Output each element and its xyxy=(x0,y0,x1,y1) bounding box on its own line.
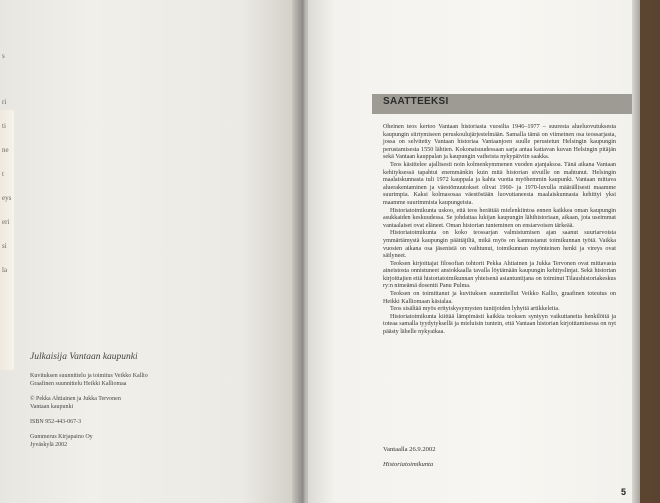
left-page xyxy=(0,0,302,503)
edge-fragment: s xyxy=(2,52,5,60)
edge-fragment: ti xyxy=(2,122,6,130)
paragraph: Historiatoimikunta on koko teossarjan valmistumisen ajan saanut suuriarvoista ymmärtämystä kaupungin päättäjiltä, mikä myös on kannustanut toimikunnan työtä. Vaikka vuosien aikana osa jäsenistä on vaihtunut, toimikunnan myönteinen henki ja vireys ovat säilyneet. xyxy=(383,230,616,260)
place-date: Vantaalla 26.9.2002 xyxy=(383,446,436,453)
paragraph: Teos käsittelee ajallisesti noin kolmenkymmenen vuoden ajanjaksoa. Tänä aikana Vantaan kehityksessä tapahtui enemmänkin kuin mitä historian sivuille on mahtunut. Helsingin maalaiskunnasta tuli 1972 kauppala ja kahta vuotta myöhemmin kaupunki. Vantaan mittava aluerakentaminen ja väestömuutokset olivat 1960- ja 1970-luvulla määrällisesti maamme suurimpia. Kaksi kolmasosaa väestöstään luovuttaneesta maalaiskunnasta kehittyi yksi maamme suurimmista kaupungeista. xyxy=(383,161,616,206)
publisher-title: Julkaisija Vantaan kaupunki xyxy=(30,352,138,362)
edge-fragment: si xyxy=(2,242,7,250)
foreword-text xyxy=(383,124,616,337)
section-heading: SAATTEEKSI xyxy=(383,96,449,107)
signature: Historiatoimikunta xyxy=(383,461,434,468)
edge-fragment: ri xyxy=(2,98,7,106)
paragraph: Teos sisältää myös erityiskysymysten tuntijoiden lyhyitä artikkeleita. xyxy=(390,306,560,313)
paragraph: Teoksen kirjoittajat filosofian tohtorit Pekka Ahtiainen ja Jukka Tervonen ovat mittavasta aineistosta onnistuneet ansiokkaalla tavalla löytämään kaupungin kehityslinjat. Sekä historian kirjoittajien että historiatoimikunnan yhteisenä asiantuntijana on toiminut Tilaushistoriakeskus ry:n nimeämä dosentti Panu Pulma. xyxy=(383,260,616,290)
colophon xyxy=(30,352,260,449)
edge-fragment: eri xyxy=(2,218,10,226)
edge-fragment: ne xyxy=(2,146,9,154)
colophon-line: Gummerus Kirjapaino Oy xyxy=(30,434,93,440)
edge-fragment: eys xyxy=(2,194,12,202)
paragraph: Oheinen teos kertoo Vantaan historiasta vuosilta 1946–1977 – suuresta alueluovutuksesta kaupungin siirtymiseen peruskoulujärjestelmään. Samalla tämä on viimeinen osa teossarjasta, jossa on selvitetty Vantaan historiaa Vantaanjoen suulle perustetun Helsingin kaupungin perustamisesta 1550 lähtien. Kokonaisuudessaan sarja antaa kattavan kuvan Helsingin pitäjän sekä Vantaan kauppalan ja kaupungin vaiheista nykypäiviin saakka. xyxy=(383,124,616,161)
colophon-line: Kuvituksen suunnittelu ja toimitus Veikko Kallio xyxy=(30,373,148,379)
colophon-line: Vantaan kaupunki xyxy=(30,404,74,410)
paragraph: Historiatoimikunta uskoo, että teos herättää mielenkiintoa ennen kaikkea oman kaupungin asukkaiden keskuudessa. Se johdattaa lukijan kaupungin lähihistoriaan, aikaan, jota useimmat vantaalaiset ovat eläneet. Oman historian tunteminen on ensiarvoisen tärkeää. xyxy=(383,207,616,229)
colophon-line: Jyväskylä 2002 xyxy=(30,442,68,448)
page-edge-shadow xyxy=(632,0,640,503)
paragraph: Historiatoimikunta kiittää lämpimästi kaikkia teoksen syntyyn vaikuttaneita henkilöitä ja toteaa samalla tyydytyksellä ja mieluisin tuntein, että Vantaan historian kirjoittamisessa on nyt päästy lähelle nykyaikaa. xyxy=(383,313,616,336)
page-number: 5 xyxy=(621,487,627,497)
edge-fragment: la xyxy=(2,266,8,274)
edge-fragment: t xyxy=(2,170,4,178)
colophon-line: © Pekka Ahtiainen ja Jukka Tervonen xyxy=(30,396,121,402)
isbn: ISBN 952-443-067-3 xyxy=(30,419,82,425)
colophon-line: Graafinen suunnittelu Heikki Kalliomaa xyxy=(30,381,127,387)
paragraph: Teoksen on toimittanut ja kuvituksen suunnitellut Veikko Kallio, graafinen toteutus on Heikki Kalliomaan käsialaa. xyxy=(383,291,616,305)
signoff xyxy=(383,446,583,468)
